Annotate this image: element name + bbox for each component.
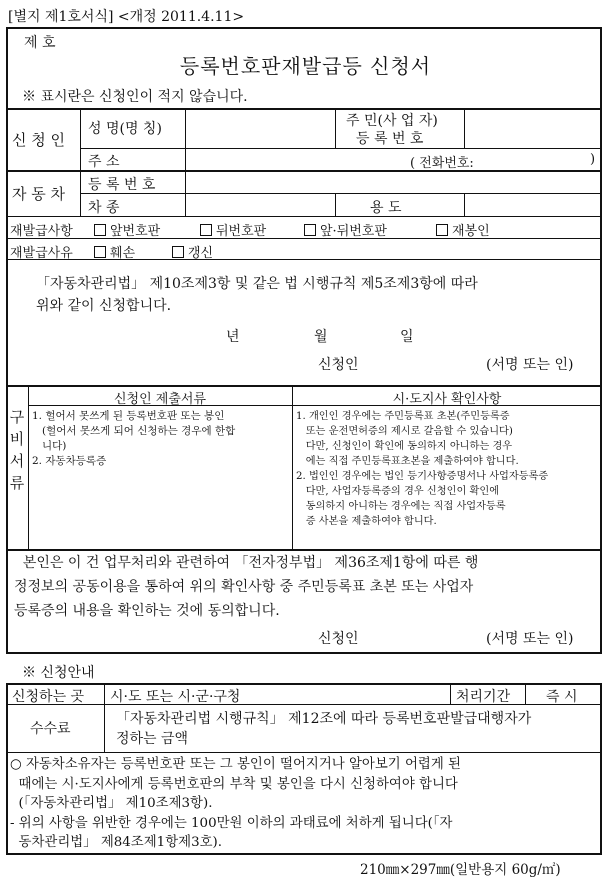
applicant-section-label: 신 청 인 — [12, 131, 66, 149]
reissue-option-reseal[interactable]: 재봉인 — [436, 220, 490, 239]
reissue-items-label: 재발급사항 — [10, 224, 73, 239]
place-label: 신청하는 곳 — [12, 689, 85, 705]
notice-text: ※ 표시란은 신청인이 적지 않습니다. — [22, 89, 248, 105]
checkbox[interactable] — [304, 224, 316, 236]
form-number-label: 제 호 — [24, 35, 56, 51]
applicant-documents-list: 1. 헐어서 못쓰게 된 등록번호판 또는 봉인 (헐어서 못쓰게 되어 신청하는 경우에 한합 니다) 2. 자동차등록증 — [32, 410, 236, 467]
reissue-option-both[interactable]: 앞·뒤번호판 — [304, 220, 387, 239]
form-note: [별지 제1호서식] <개정 2011.4.11> — [8, 9, 245, 25]
checkbox[interactable] — [94, 246, 106, 258]
consent-line-2: 정정보의 공동이용을 통하여 위의 확인사항 중 주민등록표 초본 또는 사업자 — [14, 579, 474, 595]
statement-line-2: 위와 같이 신청합니다. — [36, 298, 172, 314]
date-year: 년 — [226, 329, 240, 345]
date-day: 일 — [400, 329, 414, 345]
fee-label: 수수료 — [30, 721, 71, 737]
consent-line-1: 본인은 이 건 업무처리와 관련하여 「전자정부법」 제36조제1항에 따른 행 — [14, 555, 479, 571]
checkbox[interactable] — [200, 224, 212, 236]
id-label-line1: 주 민(사 업 자) — [346, 113, 438, 129]
checkbox[interactable] — [436, 224, 448, 236]
name-label: 성 명(명 칭) — [88, 121, 162, 137]
vehicle-use-label: 용 도 — [370, 200, 402, 216]
reissue-reason-label: 재발급사유 — [10, 246, 73, 261]
signer-label: 신청인 — [318, 357, 359, 373]
statement-line-1: 「자동차관리법」 제10조제3항 및 같은 법 시행규칙 제5조제3항에 따라 — [36, 276, 478, 292]
reason-option-renew[interactable]: 갱신 — [172, 242, 213, 261]
consent-signer-label: 신청인 — [318, 631, 359, 647]
reissue-option-front[interactable]: 앞번호판 — [94, 220, 160, 239]
fee-line-1: 「자동차관리법 시행규칙」 제12조에 따라 등록번호판발급대행자가 — [116, 711, 532, 727]
place-value: 시·도 또는 시·군·구청 — [110, 689, 241, 705]
official-check-list: 1. 개인인 경우에는 주민등록표 초본(주민등록증 또는 운전면허증의 제시로 갈음할 수 있습니다) 다만, 신청인이 확인에 동의하지 아니하는 경우 에는 직접 주민등록표초본을 제출하여야 합니다. 2. 법인인 경우에는 법인 등기사항증명서나 사업자등록증 다만, 사업자등록증의 경우 신청인이 확인에 동의하지 아니하는 경우에는 직접 사업자등록 증 사본을 제출하여야 합니다. — [296, 411, 549, 527]
consent-line-3: 등록증의 내용을 확인하는 것에 동의합니다. — [14, 603, 280, 619]
official-check-header: 시·도지사 확인사항 — [392, 392, 502, 407]
address-label: 주 소 — [88, 154, 120, 170]
sign-note: (서명 또는 인) — [486, 357, 574, 373]
phone-close: ) — [590, 152, 596, 167]
reason-option-damage[interactable]: 훼손 — [94, 242, 135, 261]
documents-side-label: 구 비 서 류 — [9, 408, 25, 492]
guide-notes: ○ 자동차소유자는 등록번호판 또는 그 봉인이 떨어지거나 알아보기 어렵게 된 때에는 시·도지사에게 등록번호판의 부착 및 봉인을 다시 신청하여야 합니다 (「자동차관리법」 제10조제3항). - 위의 사항을 위반한 경우에는 100만원 이하의 과태료에 처하게 됩니다(「자 동차관리법」 제84조제1항제3호). — [10, 757, 461, 851]
period-value: 즉 시 — [546, 689, 578, 705]
vehicle-reg-label: 등 록 번 호 — [88, 177, 156, 193]
applicant-documents-header: 신청인 제출서류 — [113, 392, 207, 407]
date-month: 월 — [314, 329, 328, 345]
phone-label: ( 전화번호: — [410, 156, 474, 171]
id-label-line2: 등 록 번 호 — [356, 131, 424, 147]
guide-title: ※ 신청안내 — [22, 665, 95, 681]
checkbox[interactable] — [94, 224, 106, 236]
reissue-option-rear[interactable]: 뒤번호판 — [200, 220, 266, 239]
paper-size: 210㎜×297㎜(일반용지 60g/㎡) — [360, 862, 561, 878]
page-title: 등록번호판재발급등 신청서 — [179, 54, 432, 78]
fee-line-2: 정하는 금액 — [116, 731, 189, 747]
vehicle-type-label: 차 종 — [88, 200, 120, 216]
checkbox[interactable] — [172, 246, 184, 258]
period-label: 처리기간 — [456, 689, 511, 705]
vehicle-section-label: 자 동 차 — [12, 185, 66, 203]
consent-sign-note: (서명 또는 인) — [486, 631, 574, 647]
